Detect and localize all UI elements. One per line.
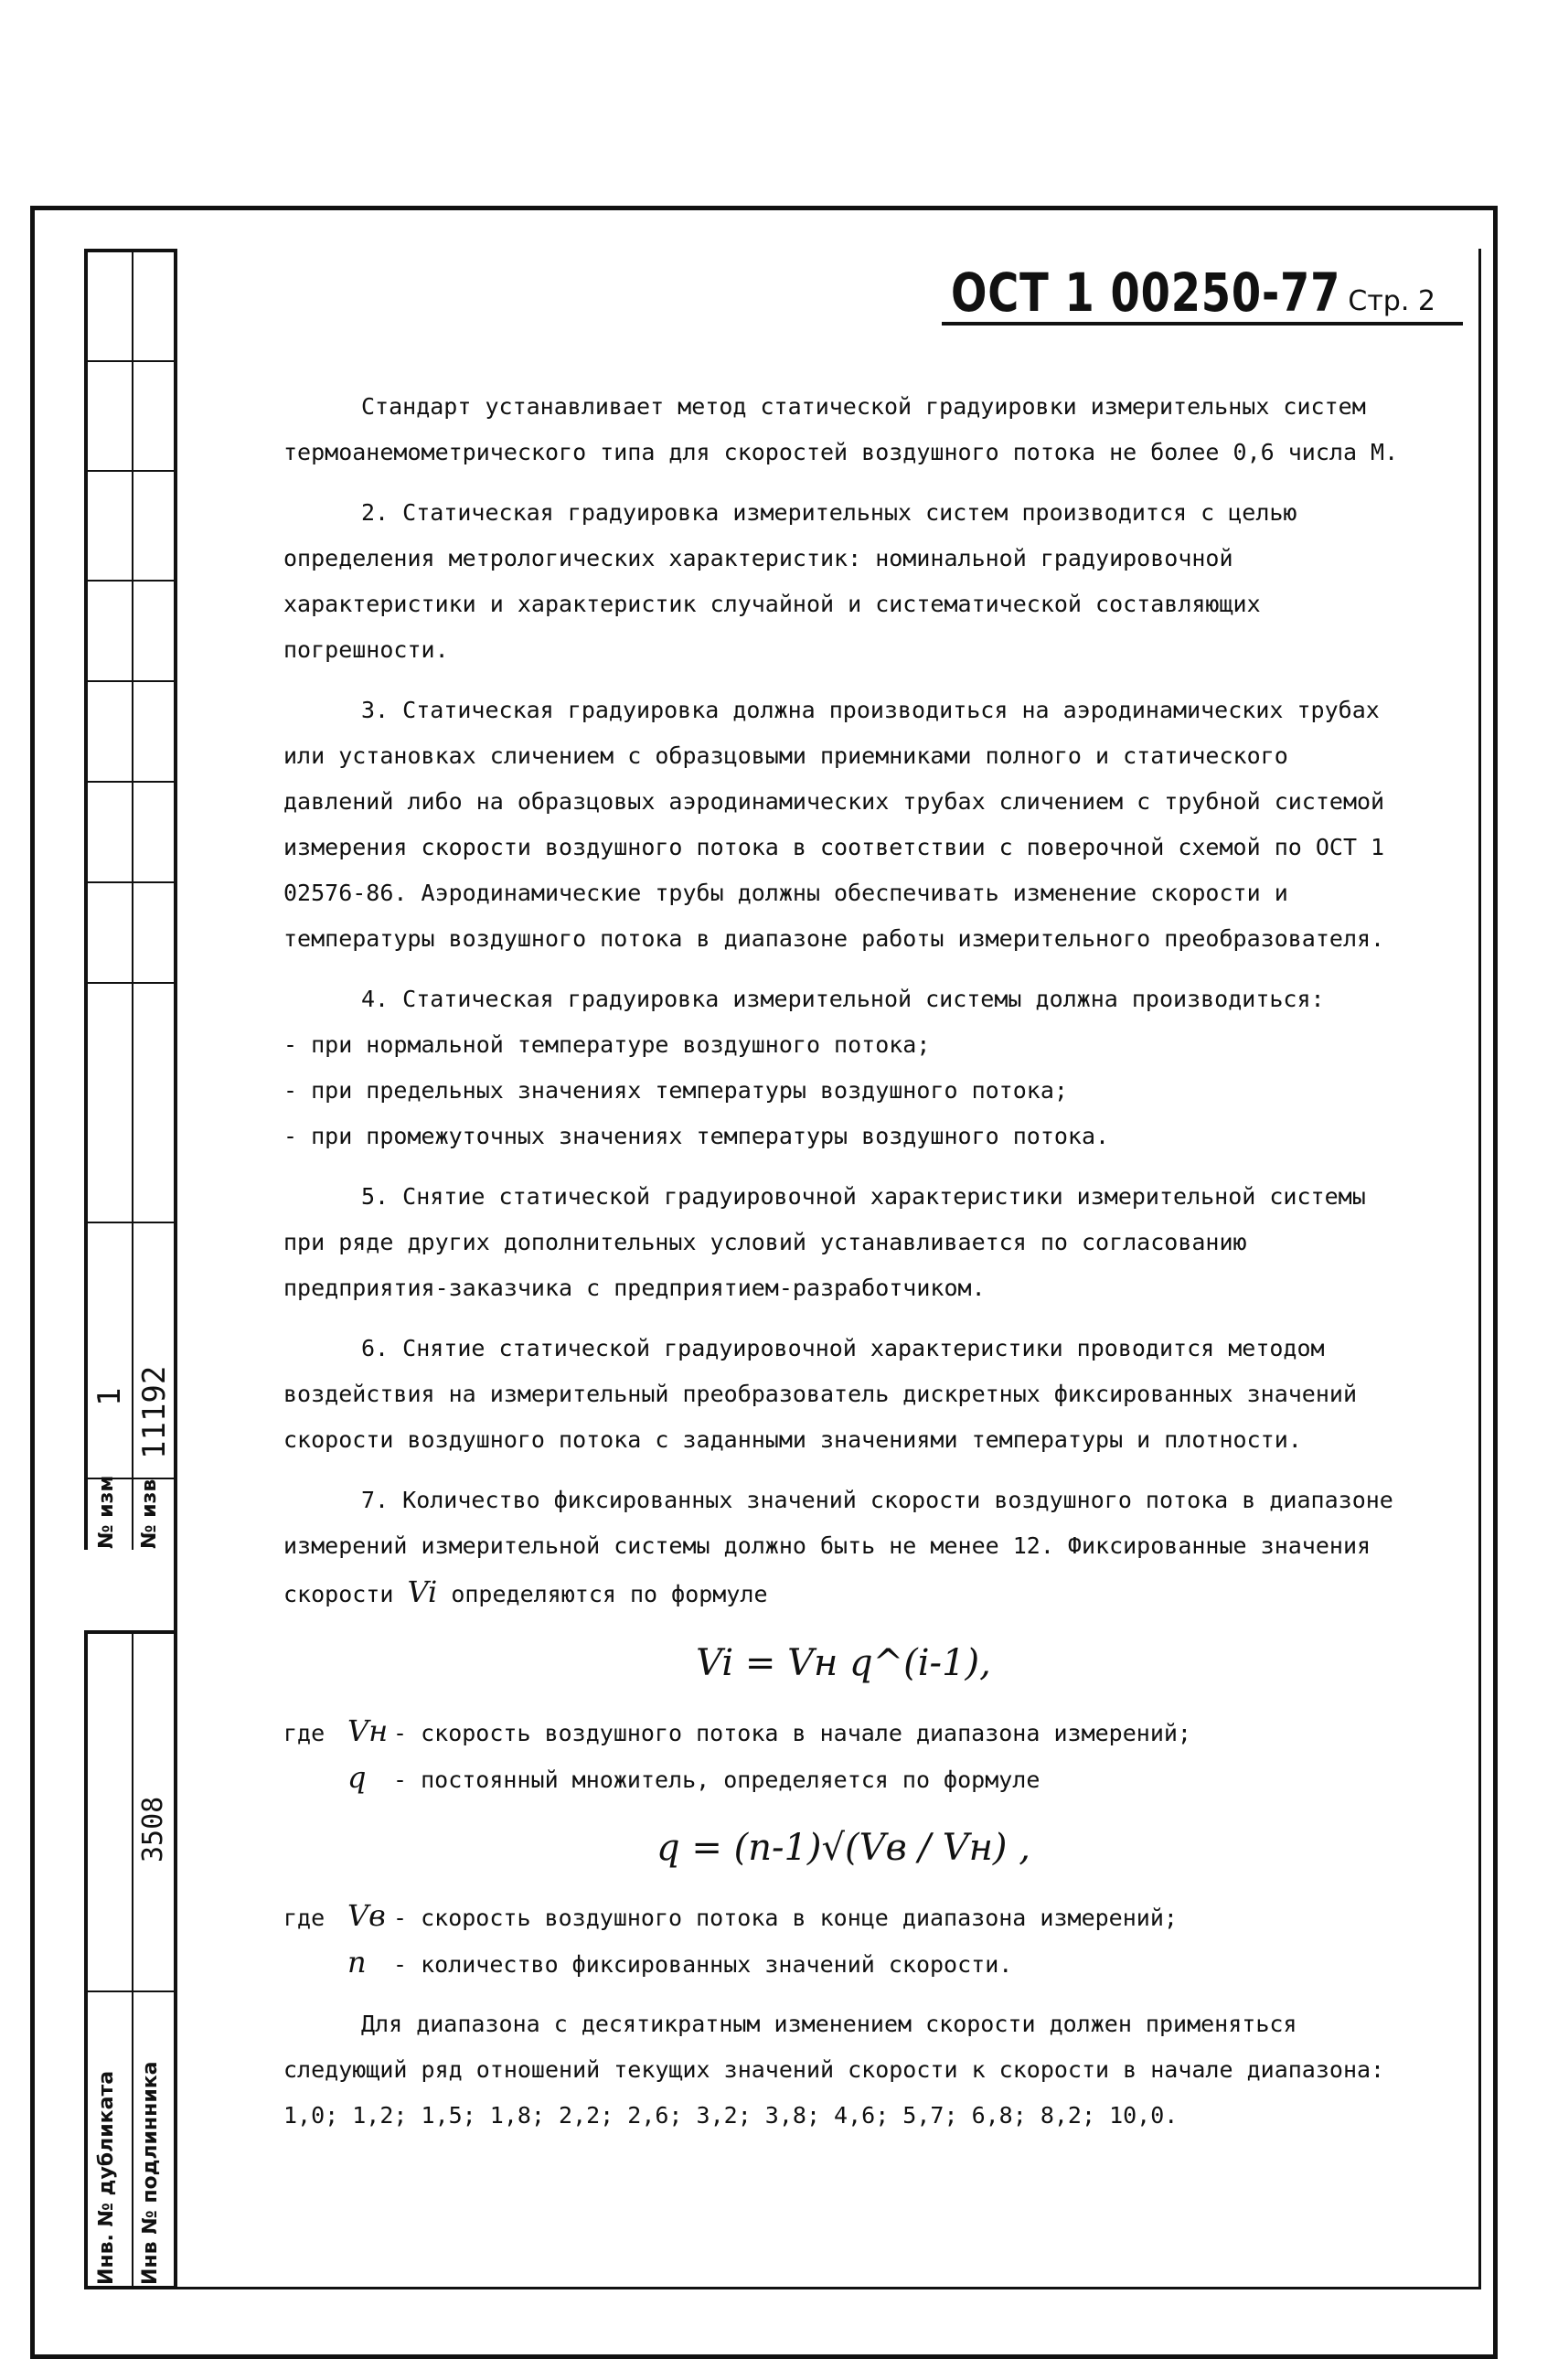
izm-value: 1 bbox=[91, 1387, 128, 1406]
symbol-q: q bbox=[347, 1760, 367, 1795]
izm-label: № изм bbox=[95, 1475, 118, 1549]
list-item: - при промежуточных значениях температуры воздушного потока. bbox=[283, 1123, 1110, 1149]
formula-multiplier: q = (n-1)√(Vв / Vн) , bbox=[656, 1827, 1030, 1869]
list-item: - при предельных значениях температуры воздушного потока; bbox=[283, 1077, 1068, 1104]
page-number: Стр. 2 bbox=[1348, 285, 1435, 317]
page-header bbox=[942, 258, 1463, 326]
document-body bbox=[283, 384, 1403, 2139]
revision-strip bbox=[84, 249, 176, 1550]
izv-label: № изв bbox=[138, 1478, 161, 1549]
izv-value: 11192 bbox=[136, 1365, 173, 1459]
symbol-vv: Vв bbox=[347, 1898, 386, 1933]
symbol-n: n bbox=[347, 1945, 367, 1980]
definitions-1: где Vн - скорость воздушного потока в начале диапазона измерений; q - постоянный множитель, определяется по формуле bbox=[283, 1709, 1403, 1802]
paragraph-8: Для диапазона с десятикратным изменением скорости должен применяться следующий ряд отношений текущих значений скорости к скорости в начале диапазона: 1,0; 1,2; 1,5; 1,8; 2,2; 2,6; 3,2; 3,8; 4,6; 5,7; 6,8; 8,2; 10,0. bbox=[283, 2011, 1385, 2129]
paragraph-5: 5. Снятие статической градуировочной характеристики измерительной системы при ряде других дополнительных условий устанавливается по согласованию предприятия-заказчика с предприятием-разработчиком. bbox=[283, 1183, 1366, 1301]
paragraph-7: 7. Количество фиксированных значений скорости воздушного потока в диапазоне измерений измерительной системы должно быть не менее 12. Фиксированные значения скорости Vi определяются по формуле bbox=[283, 1487, 1393, 1609]
paragraph-2: 2. Статическая градуировка измерительных систем производится с целью определения метрологических характеристик: номинальной градуировочной характеристики и характеристик случайной и систематической составляющих погрешности. bbox=[283, 499, 1297, 663]
paragraph-6: 6. Снятие статической градуировочной характеристики проводится методом воздействия на измерительный преобразователь дискретных фиксированных значений скорости воздушного потока с заданными значениями температуры и плотности. bbox=[283, 1335, 1357, 1453]
list-item: - при нормальной температуре воздушного потока; bbox=[283, 1031, 931, 1058]
symbol-vi: Vi bbox=[407, 1574, 438, 1609]
symbol-vn: Vн bbox=[347, 1713, 389, 1748]
definitions-2: где Vв - скорость воздушного потока в конце диапазона измерений; n - количество фиксированных значений скорости. bbox=[283, 1894, 1403, 1987]
document-code: ОСТ 1 00250-77 bbox=[951, 261, 1341, 324]
paragraph-1: Стандарт устанавливает метод статической градуировки измерительных систем термоанемометрического типа для скоростей воздушного потока не более 0,6 числа М. bbox=[283, 393, 1399, 465]
paragraph-4: 4. Статическая градуировка измерительной системы должна производиться: bbox=[361, 986, 1325, 1012]
podl-label: Инв № подлинника bbox=[139, 2061, 162, 2285]
dubl-value: 3508 bbox=[137, 1796, 169, 1862]
paragraph-3: 3. Статическая градуировка должна производиться на аэродинамических трубах или установках сличением с образцовыми приемниками полного и статического давлений либо на образцовых аэродинамических трубах сличением с трубной системой измерения скорости воздушного потока в соответствии с поверочной схемой по ОСТ 1 02576-86. Аэродинамические трубы должны обеспечивать изменение скорости и температуры воздушного потока в диапазоне работы измерительного преобразователя. bbox=[283, 697, 1385, 952]
formula-velocity: Vi = Vн q^(i-1), bbox=[696, 1642, 991, 1684]
dubl-label: Инв. № дубликата bbox=[95, 2070, 118, 2285]
inventory-strip bbox=[84, 1630, 176, 2289]
